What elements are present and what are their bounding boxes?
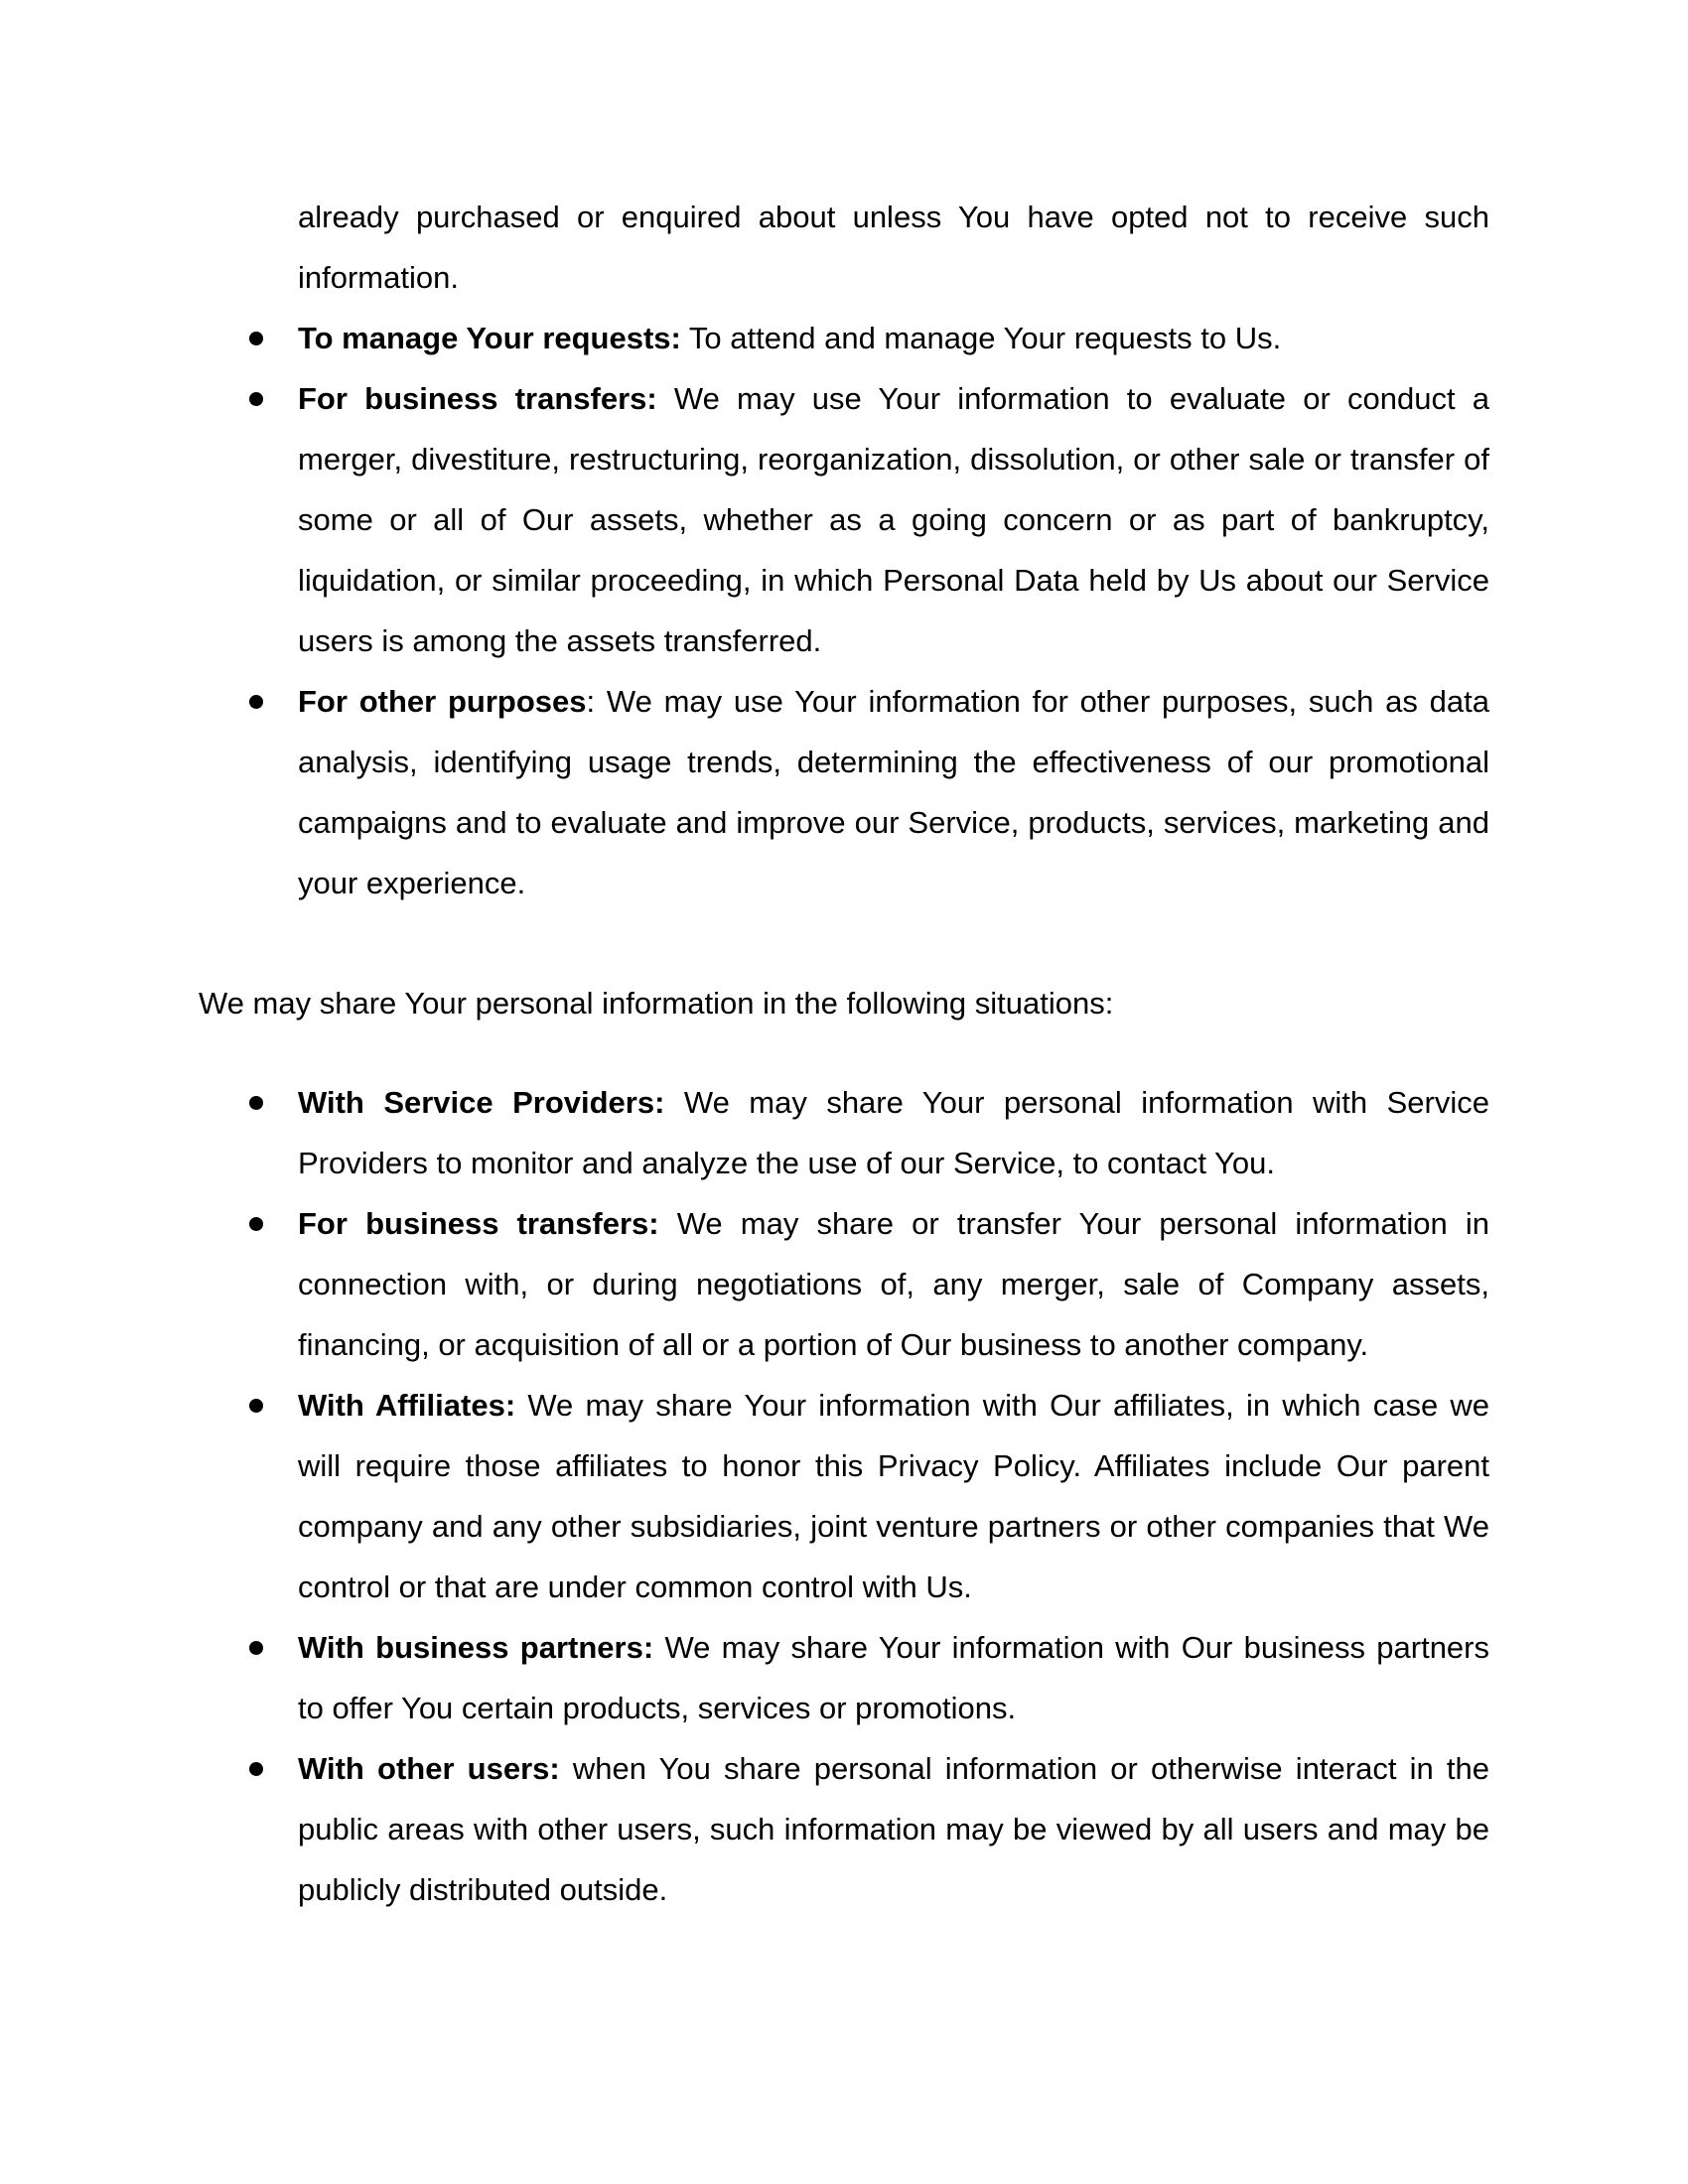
bullet-icon xyxy=(246,1193,266,1254)
item-text: We may share Your personal information with Service Providers to monitor and analyze the use of our Service, to contact You. xyxy=(298,1085,1489,1180)
list-item xyxy=(0,1617,1489,1738)
list-item xyxy=(0,1193,1489,1375)
continuation-paragraph: already purchased or enquired about unless You have opted not to receive such information. xyxy=(298,200,1489,295)
item-title: For other purposes xyxy=(298,684,587,719)
bullet-icon xyxy=(246,671,266,732)
list-item xyxy=(0,1072,1489,1193)
item-title: With Affiliates: xyxy=(298,1388,516,1423)
bullet-icon xyxy=(246,368,266,429)
bullet-icon xyxy=(246,1617,266,1678)
item-text: : We may use Your information for other purposes, such as data analysis, identifying usage trends, determining the effectiveness of our promotional campaigns and to evaluate and improve our Service, products, services, marketing and your experience. xyxy=(298,684,1489,900)
item-title: With other users: xyxy=(298,1751,560,1786)
item-text: when You share personal information or otherwise interact in the public areas with other users, such information may be viewed by all users and may be publicly distributed outside. xyxy=(298,1751,1489,1907)
item-title: With Service Providers: xyxy=(298,1085,665,1120)
list-item xyxy=(0,1375,1489,1617)
item-text: We may share Your information with Our affiliates, in which case we will require those affiliates to honor this Privacy Policy. Affiliates include Our parent company and any other subsidiaries, joint venture partners or other companies that We control or that are under common control with Us. xyxy=(298,1388,1490,1604)
list-item xyxy=(0,671,1489,913)
list-item xyxy=(0,1738,1489,1920)
item-title: With business partners: xyxy=(298,1630,654,1665)
item-title: For business transfers: xyxy=(298,381,657,416)
item-title: For business transfers: xyxy=(298,1206,659,1241)
bullet-icon xyxy=(246,308,266,368)
sharing-list xyxy=(0,1072,1688,1920)
bullet-icon xyxy=(246,1072,266,1133)
item-text: We may share Your information with Our business partners to offer You certain products, services or promotions. xyxy=(298,1630,1489,1725)
bullet-icon xyxy=(246,1375,266,1435)
item-title: To manage Your requests: xyxy=(298,321,681,355)
item-text: To attend and manage Your requests to Us. xyxy=(680,321,1282,355)
item-text: We may share or transfer Your personal information in connection with, or during negotiations of, any merger, sale of Company assets, financing, or acquisition of all or a portion of Our business to another company. xyxy=(298,1206,1489,1362)
list-item xyxy=(0,308,1489,368)
purposes-list xyxy=(0,308,1688,913)
bullet-icon xyxy=(246,1738,266,1799)
share-intro-paragraph: We may share Your personal information in the following situations: xyxy=(199,986,1114,1021)
list-item xyxy=(0,368,1489,671)
item-text: We may use Your information to evaluate or conduct a merger, divestiture, restructuring, reorganization, dissolution, or other sale or transfer of some or all of Our assets, whether as a going concern or as part of bankruptcy, liquidation, or similar proceeding, in which Personal Data held by Us about our Service users is among the assets transferred. xyxy=(298,381,1490,658)
